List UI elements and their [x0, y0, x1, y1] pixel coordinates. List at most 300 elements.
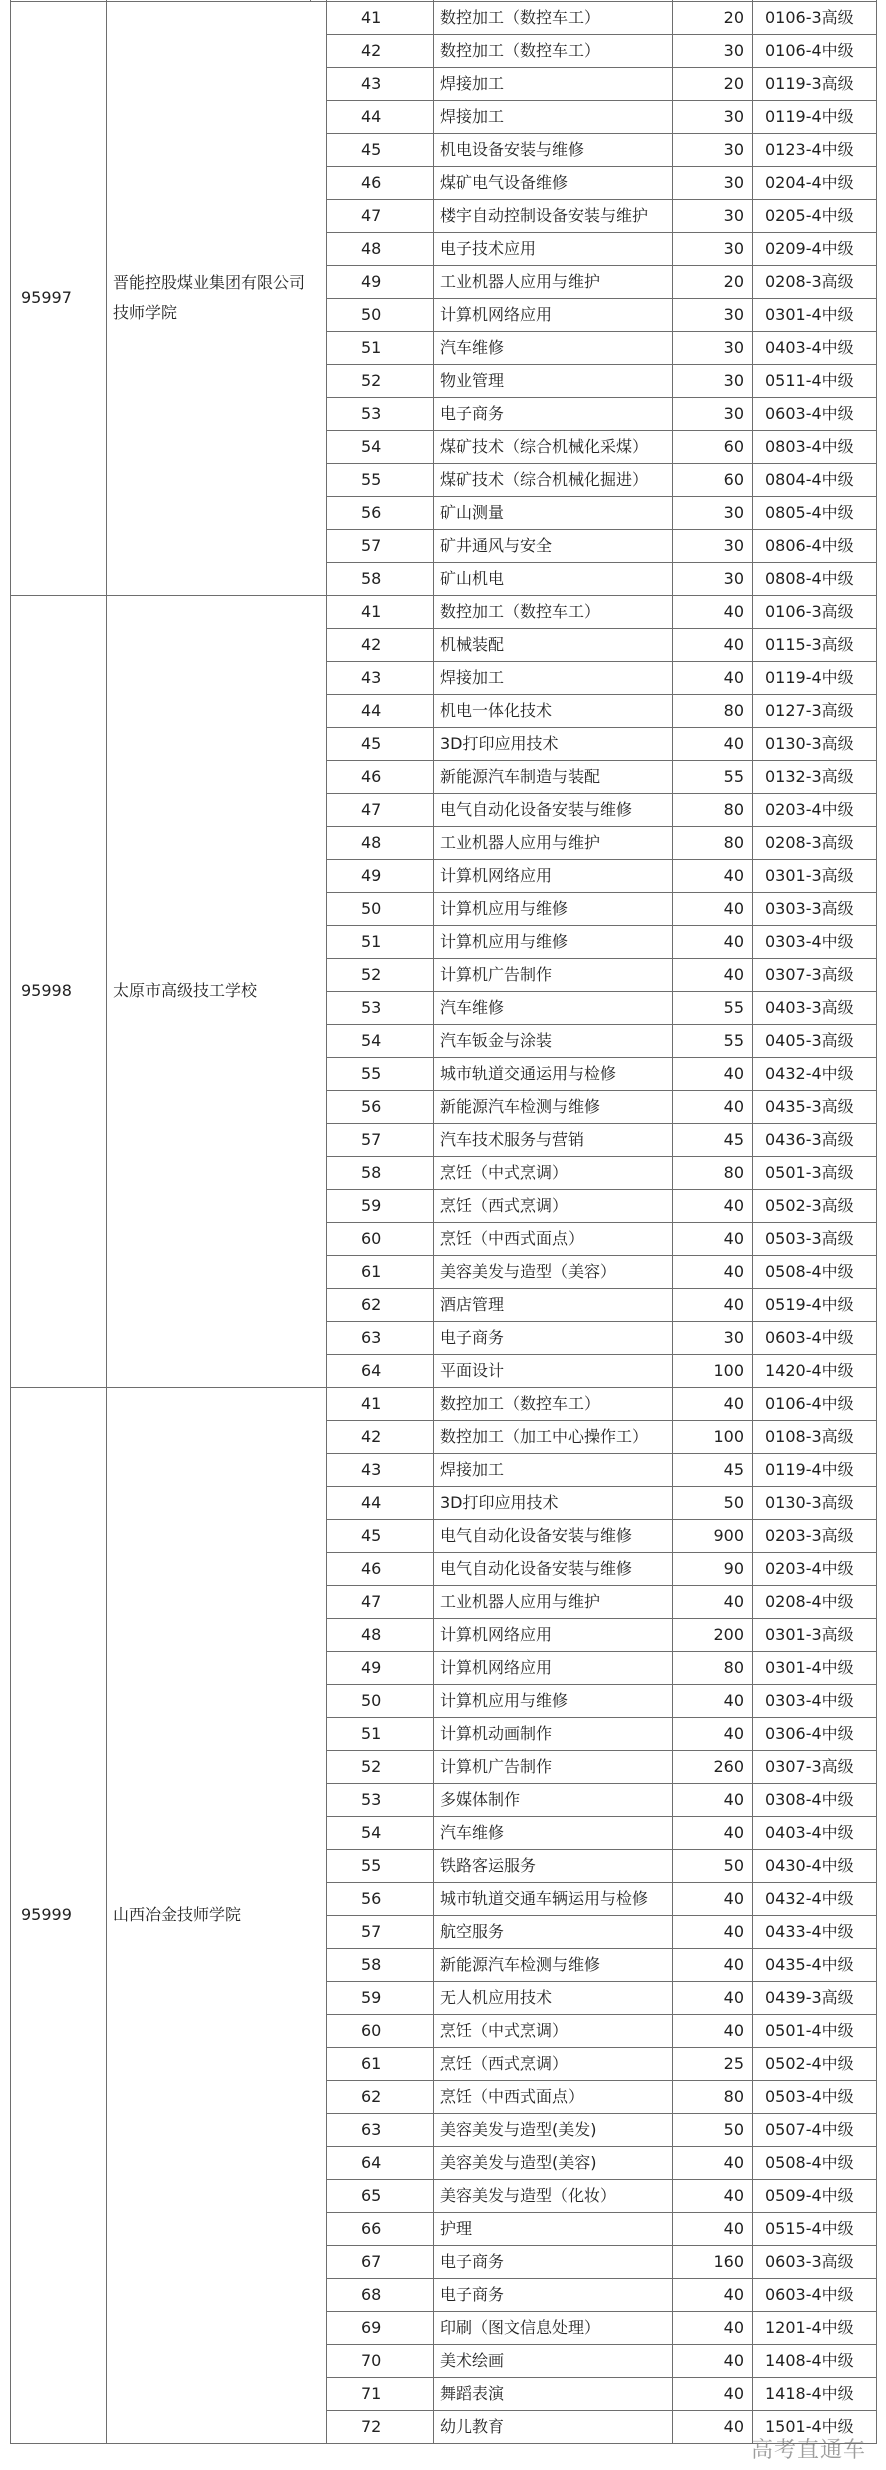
major-number-cell: 51: [327, 925, 434, 958]
major-name-cell: 机电一体化技术: [434, 694, 673, 727]
major-code-level-cell: 0509-4中级: [753, 2179, 877, 2212]
plan-count-cell: 80: [673, 793, 753, 826]
major-code-level-cell: 0433-4中级: [753, 1915, 877, 1948]
major-name-cell: 幼儿教育: [434, 2410, 673, 2443]
major-code-level-cell: 0508-4中级: [753, 1255, 877, 1288]
major-name-cell: 汽车维修: [434, 331, 673, 364]
major-code-level-cell: 0519-4中级: [753, 1288, 877, 1321]
major-number-cell: 52: [327, 1750, 434, 1783]
major-code-level-cell: 1418-4中级: [753, 2377, 877, 2410]
plan-count-cell: 40: [673, 2311, 753, 2344]
major-number-cell: 43: [327, 67, 434, 100]
major-code-level-cell: 0403-4中级: [753, 1816, 877, 1849]
major-number-cell: 64: [327, 1354, 434, 1387]
major-number-cell: 41: [327, 595, 434, 628]
plan-count-cell: 40: [673, 2278, 753, 2311]
major-number-cell: 49: [327, 859, 434, 892]
plan-count-cell: 30: [673, 199, 753, 232]
major-code-level-cell: 0204-4中级: [753, 166, 877, 199]
major-name-cell: 焊接加工: [434, 661, 673, 694]
major-code-level-cell: 0119-3高级: [753, 67, 877, 100]
major-name-cell: 电气自动化设备安装与维修: [434, 793, 673, 826]
major-number-cell: 62: [327, 2080, 434, 2113]
major-number-cell: 61: [327, 2047, 434, 2080]
plan-count-cell: 900: [673, 1519, 753, 1552]
major-number-cell: 59: [327, 1189, 434, 1222]
major-name-cell: 城市轨道交通运用与检修: [434, 1057, 673, 1090]
major-number-cell: 67: [327, 2245, 434, 2278]
major-name-cell: 酒店管理: [434, 1288, 673, 1321]
major-number-cell: 44: [327, 1486, 434, 1519]
major-name-cell: 汽车技术服务与营销: [434, 1123, 673, 1156]
major-code-level-cell: 0208-4中级: [753, 1585, 877, 1618]
major-code-level-cell: 0205-4中级: [753, 199, 877, 232]
major-name-cell: 数控加工（数控车工）: [434, 1, 673, 34]
major-number-cell: 48: [327, 826, 434, 859]
major-code-level-cell: 0603-4中级: [753, 397, 877, 430]
major-name-cell: 计算机网络应用: [434, 1651, 673, 1684]
major-number-cell: 63: [327, 1321, 434, 1354]
major-code-level-cell: 0503-3高级: [753, 1222, 877, 1255]
major-name-cell: 矿山机电: [434, 562, 673, 595]
plan-count-cell: 80: [673, 2080, 753, 2113]
major-number-cell: 50: [327, 298, 434, 331]
plan-count-cell: 50: [673, 1849, 753, 1882]
major-code-level-cell: 0119-4中级: [753, 1453, 877, 1486]
major-name-cell: 数控加工（数控车工）: [434, 34, 673, 67]
major-number-cell: 54: [327, 1024, 434, 1057]
major-code-level-cell: 0301-4中级: [753, 1651, 877, 1684]
major-number-cell: 58: [327, 1948, 434, 1981]
major-name-cell: 数控加工（数控车工）: [434, 595, 673, 628]
plan-count-cell: 55: [673, 760, 753, 793]
plan-count-cell: 30: [673, 133, 753, 166]
school-name-cell: 太原市高级技工学校: [107, 595, 327, 1387]
major-code-level-cell: 0507-4中级: [753, 2113, 877, 2146]
major-number-cell: 54: [327, 430, 434, 463]
major-code-level-cell: 0106-4中级: [753, 34, 877, 67]
major-number-cell: 64: [327, 2146, 434, 2179]
major-code-level-cell: 0432-4中级: [753, 1882, 877, 1915]
major-name-cell: 汽车维修: [434, 991, 673, 1024]
major-name-cell: 焊接加工: [434, 1453, 673, 1486]
major-number-cell: 47: [327, 1585, 434, 1618]
major-name-cell: 矿井通风与安全: [434, 529, 673, 562]
major-name-cell: 美术绘画: [434, 2344, 673, 2377]
plan-count-cell: 40: [673, 2014, 753, 2047]
plan-count-cell: 50: [673, 2113, 753, 2146]
major-name-cell: 电子商务: [434, 2278, 673, 2311]
major-name-cell: 新能源汽车检测与维修: [434, 1090, 673, 1123]
major-code-level-cell: 0806-4中级: [753, 529, 877, 562]
major-name-cell: 数控加工（数控车工）: [434, 1387, 673, 1420]
plan-count-cell: 40: [673, 1882, 753, 1915]
major-code-level-cell: 0805-4中级: [753, 496, 877, 529]
major-number-cell: 42: [327, 34, 434, 67]
major-code-level-cell: 0203-3高级: [753, 1519, 877, 1552]
plan-count-cell: 40: [673, 2344, 753, 2377]
plan-count-cell: 40: [673, 2146, 753, 2179]
major-name-cell: 电子技术应用: [434, 232, 673, 265]
major-code-level-cell: 1420-4中级: [753, 1354, 877, 1387]
major-name-cell: 工业机器人应用与维护: [434, 1585, 673, 1618]
plan-count-cell: 50: [673, 1486, 753, 1519]
major-code-level-cell: 0301-3高级: [753, 859, 877, 892]
major-code-level-cell: 0123-4中级: [753, 133, 877, 166]
plan-count-cell: 25: [673, 2047, 753, 2080]
major-number-cell: 45: [327, 133, 434, 166]
major-number-cell: 46: [327, 166, 434, 199]
plan-count-cell: 30: [673, 166, 753, 199]
plan-count-cell: 40: [673, 1981, 753, 2014]
plan-count-cell: 30: [673, 100, 753, 133]
major-code-level-cell: 0203-4中级: [753, 793, 877, 826]
plan-count-cell: 40: [673, 1222, 753, 1255]
major-number-cell: 42: [327, 1420, 434, 1453]
watermark-text: 高考直通车: [750, 2438, 866, 2463]
major-code-level-cell: 0301-3高级: [753, 1618, 877, 1651]
plan-count-cell: 40: [673, 958, 753, 991]
major-number-cell: 46: [327, 760, 434, 793]
plan-count-cell: 40: [673, 1948, 753, 1981]
plan-count-cell: 100: [673, 1420, 753, 1453]
major-name-cell: 煤矿电气设备维修: [434, 166, 673, 199]
major-code-level-cell: 0307-3高级: [753, 958, 877, 991]
major-name-cell: 计算机动画制作: [434, 1717, 673, 1750]
plan-count-cell: 40: [673, 1783, 753, 1816]
major-name-cell: 电子商务: [434, 1321, 673, 1354]
major-name-cell: 多媒体制作: [434, 1783, 673, 1816]
plan-count-cell: 45: [673, 1123, 753, 1156]
plan-count-cell: 40: [673, 1684, 753, 1717]
plan-count-cell: 200: [673, 1618, 753, 1651]
plan-count-cell: 40: [673, 859, 753, 892]
major-code-level-cell: 0439-3高级: [753, 1981, 877, 2014]
major-name-cell: 美容美发与造型(美容): [434, 2146, 673, 2179]
enrollment-table-body: [11, 0, 877, 2443]
plan-count-cell: 55: [673, 991, 753, 1024]
major-number-cell: 48: [327, 1618, 434, 1651]
major-number-cell: 63: [327, 2113, 434, 2146]
major-number-cell: 65: [327, 2179, 434, 2212]
major-name-cell: 机械装配: [434, 628, 673, 661]
major-code-level-cell: 0132-3高级: [753, 760, 877, 793]
major-code-level-cell: 0515-4中级: [753, 2212, 877, 2245]
major-code-level-cell: 0306-4中级: [753, 1717, 877, 1750]
plan-count-cell: 40: [673, 2377, 753, 2410]
plan-count-cell: 30: [673, 529, 753, 562]
major-number-cell: 50: [327, 892, 434, 925]
school-code-cell: 95997: [11, 1, 107, 595]
major-number-cell: 60: [327, 1222, 434, 1255]
plan-count-cell: 80: [673, 1651, 753, 1684]
major-code-level-cell: 0511-4中级: [753, 364, 877, 397]
major-number-cell: 53: [327, 397, 434, 430]
plan-count-cell: 260: [673, 1750, 753, 1783]
plan-count-cell: 30: [673, 232, 753, 265]
school-code-cell: 95998: [11, 595, 107, 1387]
plan-count-cell: 40: [673, 1189, 753, 1222]
major-name-cell: 焊接加工: [434, 100, 673, 133]
major-code-level-cell: 0303-3高级: [753, 892, 877, 925]
major-name-cell: 煤矿技术（综合机械化采煤）: [434, 430, 673, 463]
major-number-cell: 57: [327, 529, 434, 562]
major-code-level-cell: 0106-3高级: [753, 1, 877, 34]
plan-count-cell: 30: [673, 34, 753, 67]
major-number-cell: 69: [327, 2311, 434, 2344]
major-code-level-cell: 0603-3高级: [753, 2245, 877, 2278]
plan-count-cell: 40: [673, 2212, 753, 2245]
major-number-cell: 61: [327, 1255, 434, 1288]
table-row: [11, 1387, 877, 1420]
major-code-level-cell: 0808-4中级: [753, 562, 877, 595]
major-code-level-cell: 0435-4中级: [753, 1948, 877, 1981]
major-number-cell: 56: [327, 1882, 434, 1915]
major-name-cell: 工业机器人应用与维护: [434, 265, 673, 298]
major-number-cell: 43: [327, 1453, 434, 1486]
major-number-cell: 49: [327, 265, 434, 298]
major-name-cell: 物业管理: [434, 364, 673, 397]
plan-count-cell: 20: [673, 1, 753, 34]
plan-count-cell: 40: [673, 1717, 753, 1750]
major-number-cell: 53: [327, 1783, 434, 1816]
major-name-cell: 美容美发与造型（美容）: [434, 1255, 673, 1288]
plan-count-cell: 30: [673, 562, 753, 595]
major-name-cell: 电气自动化设备安装与维修: [434, 1552, 673, 1585]
major-name-cell: 计算机广告制作: [434, 1750, 673, 1783]
plan-count-cell: 40: [673, 1288, 753, 1321]
major-number-cell: 55: [327, 463, 434, 496]
plan-count-cell: 80: [673, 826, 753, 859]
major-number-cell: 72: [327, 2410, 434, 2443]
major-code-level-cell: 0303-4中级: [753, 1684, 877, 1717]
plan-count-cell: 80: [673, 1156, 753, 1189]
plan-count-cell: 40: [673, 925, 753, 958]
major-code-level-cell: 0130-3高级: [753, 727, 877, 760]
table-row: [11, 595, 877, 628]
plan-count-cell: 160: [673, 2245, 753, 2278]
plan-count-cell: 100: [673, 1354, 753, 1387]
major-name-cell: 烹饪（中西式面点）: [434, 1222, 673, 1255]
major-name-cell: 煤矿技术（综合机械化掘进）: [434, 463, 673, 496]
major-name-cell: 矿山测量: [434, 496, 673, 529]
major-code-level-cell: 0115-3高级: [753, 628, 877, 661]
major-number-cell: 55: [327, 1849, 434, 1882]
plan-count-cell: 40: [673, 1057, 753, 1090]
major-name-cell: 电子商务: [434, 2245, 673, 2278]
major-name-cell: 护理: [434, 2212, 673, 2245]
plan-count-cell: 40: [673, 1585, 753, 1618]
major-number-cell: 55: [327, 1057, 434, 1090]
major-code-level-cell: 0436-3高级: [753, 1123, 877, 1156]
major-name-cell: 美容美发与造型(美发): [434, 2113, 673, 2146]
major-number-cell: 57: [327, 1915, 434, 1948]
major-number-cell: 60: [327, 2014, 434, 2047]
major-name-cell: 楼宇自动控制设备安装与维护: [434, 199, 673, 232]
major-code-level-cell: 1501-4中级: [753, 2410, 877, 2443]
plan-count-cell: 45: [673, 1453, 753, 1486]
major-code-level-cell: 0432-4中级: [753, 1057, 877, 1090]
major-number-cell: 54: [327, 1816, 434, 1849]
plan-count-cell: 40: [673, 2410, 753, 2443]
major-name-cell: 机电设备安装与维修: [434, 133, 673, 166]
major-name-cell: 平面设计: [434, 1354, 673, 1387]
major-name-cell: 舞蹈表演: [434, 2377, 673, 2410]
plan-count-cell: 60: [673, 430, 753, 463]
major-code-level-cell: 0403-3高级: [753, 991, 877, 1024]
major-name-cell: 美容美发与造型（化妆）: [434, 2179, 673, 2212]
major-code-level-cell: 0127-3高级: [753, 694, 877, 727]
major-code-level-cell: 0503-4中级: [753, 2080, 877, 2113]
major-code-level-cell: 0209-4中级: [753, 232, 877, 265]
major-number-cell: 41: [327, 1387, 434, 1420]
major-code-level-cell: 0119-4中级: [753, 661, 877, 694]
major-number-cell: 44: [327, 100, 434, 133]
major-number-cell: 52: [327, 364, 434, 397]
major-code-level-cell: 0308-4中级: [753, 1783, 877, 1816]
plan-count-cell: 55: [673, 1024, 753, 1057]
plan-count-cell: 40: [673, 892, 753, 925]
major-code-level-cell: 0203-4中级: [753, 1552, 877, 1585]
major-code-level-cell: 0405-3高级: [753, 1024, 877, 1057]
major-number-cell: 56: [327, 496, 434, 529]
plan-count-cell: 40: [673, 1915, 753, 1948]
major-name-cell: 烹饪（中式烹调）: [434, 2014, 673, 2047]
major-code-level-cell: 0208-3高级: [753, 826, 877, 859]
plan-count-cell: 80: [673, 694, 753, 727]
major-number-cell: 43: [327, 661, 434, 694]
plan-count-cell: 40: [673, 727, 753, 760]
major-name-cell: 计算机网络应用: [434, 298, 673, 331]
major-code-level-cell: 0106-3高级: [753, 595, 877, 628]
plan-count-cell: 30: [673, 496, 753, 529]
major-code-level-cell: 0208-3高级: [753, 265, 877, 298]
major-name-cell: 烹饪（中西式面点）: [434, 2080, 673, 2113]
plan-count-cell: 40: [673, 628, 753, 661]
major-number-cell: 45: [327, 1519, 434, 1552]
major-name-cell: 电气自动化设备安装与维修: [434, 1519, 673, 1552]
major-number-cell: 53: [327, 991, 434, 1024]
major-name-cell: 计算机网络应用: [434, 1618, 673, 1651]
major-code-level-cell: 0603-4中级: [753, 1321, 877, 1354]
plan-count-cell: 30: [673, 1321, 753, 1354]
major-name-cell: 汽车维修: [434, 1816, 673, 1849]
major-code-level-cell: 0502-3高级: [753, 1189, 877, 1222]
major-name-cell: 烹饪（西式烹调）: [434, 2047, 673, 2080]
plan-count-cell: 60: [673, 463, 753, 496]
major-code-level-cell: 0508-4中级: [753, 2146, 877, 2179]
major-name-cell: 计算机应用与维修: [434, 892, 673, 925]
major-number-cell: 46: [327, 1552, 434, 1585]
major-number-cell: 71: [327, 2377, 434, 2410]
major-name-cell: 工业机器人应用与维护: [434, 826, 673, 859]
school-name-cell: 山西冶金技师学院: [107, 1387, 327, 2443]
school-code-cell: 95999: [11, 1387, 107, 2443]
plan-count-cell: 40: [673, 1387, 753, 1420]
major-number-cell: 50: [327, 1684, 434, 1717]
major-name-cell: 新能源汽车检测与维修: [434, 1948, 673, 1981]
major-name-cell: 新能源汽车制造与装配: [434, 760, 673, 793]
major-code-level-cell: 0603-4中级: [753, 2278, 877, 2311]
major-name-cell: 城市轨道交通车辆运用与检修: [434, 1882, 673, 1915]
plan-count-cell: 90: [673, 1552, 753, 1585]
major-code-level-cell: 0108-3高级: [753, 1420, 877, 1453]
plan-count-cell: 40: [673, 595, 753, 628]
major-name-cell: 印刷（图文信息处理）: [434, 2311, 673, 2344]
major-name-cell: 电子商务: [434, 397, 673, 430]
major-name-cell: 铁路客运服务: [434, 1849, 673, 1882]
major-name-cell: 3D打印应用技术: [434, 727, 673, 760]
major-code-level-cell: 1201-4中级: [753, 2311, 877, 2344]
major-name-cell: 数控加工（加工中心操作工）: [434, 1420, 673, 1453]
major-name-cell: 计算机广告制作: [434, 958, 673, 991]
plan-count-cell: 40: [673, 1816, 753, 1849]
plan-count-cell: 40: [673, 2179, 753, 2212]
plan-count-cell: 20: [673, 67, 753, 100]
major-number-cell: 62: [327, 1288, 434, 1321]
major-number-cell: 41: [327, 1, 434, 34]
major-number-cell: 44: [327, 694, 434, 727]
enrollment-table: [10, 0, 877, 2444]
major-code-level-cell: 0430-4中级: [753, 1849, 877, 1882]
plan-count-cell: 40: [673, 661, 753, 694]
major-code-level-cell: 0501-4中级: [753, 2014, 877, 2047]
major-number-cell: 51: [327, 331, 434, 364]
major-name-cell: 计算机网络应用: [434, 859, 673, 892]
major-name-cell: 计算机应用与维修: [434, 925, 673, 958]
major-name-cell: 烹饪（中式烹调）: [434, 1156, 673, 1189]
major-number-cell: 48: [327, 232, 434, 265]
major-code-level-cell: 0502-4中级: [753, 2047, 877, 2080]
major-code-level-cell: 0301-4中级: [753, 298, 877, 331]
major-name-cell: 航空服务: [434, 1915, 673, 1948]
plan-count-cell: 30: [673, 298, 753, 331]
major-code-level-cell: 0501-3高级: [753, 1156, 877, 1189]
plan-count-cell: 30: [673, 397, 753, 430]
major-name-cell: 计算机应用与维修: [434, 1684, 673, 1717]
major-number-cell: 52: [327, 958, 434, 991]
plan-count-cell: 20: [673, 265, 753, 298]
major-code-level-cell: 0119-4中级: [753, 100, 877, 133]
major-code-level-cell: 0307-3高级: [753, 1750, 877, 1783]
plan-count-cell: 40: [673, 1090, 753, 1123]
major-code-level-cell: 0804-4中级: [753, 463, 877, 496]
major-number-cell: 58: [327, 1156, 434, 1189]
major-number-cell: 59: [327, 1981, 434, 2014]
major-code-level-cell: 0403-4中级: [753, 331, 877, 364]
major-number-cell: 49: [327, 1651, 434, 1684]
major-number-cell: 58: [327, 562, 434, 595]
plan-count-cell: 40: [673, 1255, 753, 1288]
plan-count-cell: 30: [673, 364, 753, 397]
major-name-cell: 烹饪（西式烹调）: [434, 1189, 673, 1222]
major-number-cell: 70: [327, 2344, 434, 2377]
major-code-level-cell: 0130-3高级: [753, 1486, 877, 1519]
major-number-cell: 68: [327, 2278, 434, 2311]
major-number-cell: 47: [327, 199, 434, 232]
major-code-level-cell: 0435-3高级: [753, 1090, 877, 1123]
major-number-cell: 51: [327, 1717, 434, 1750]
major-name-cell: 3D打印应用技术: [434, 1486, 673, 1519]
major-name-cell: 焊接加工: [434, 67, 673, 100]
major-code-level-cell: 0803-4中级: [753, 430, 877, 463]
major-number-cell: 42: [327, 628, 434, 661]
major-code-level-cell: 0303-4中级: [753, 925, 877, 958]
major-number-cell: 56: [327, 1090, 434, 1123]
table-row: [11, 1, 877, 34]
major-number-cell: 45: [327, 727, 434, 760]
school-name-cell: 晋能控股煤业集团有限公司技师学院: [107, 1, 327, 595]
